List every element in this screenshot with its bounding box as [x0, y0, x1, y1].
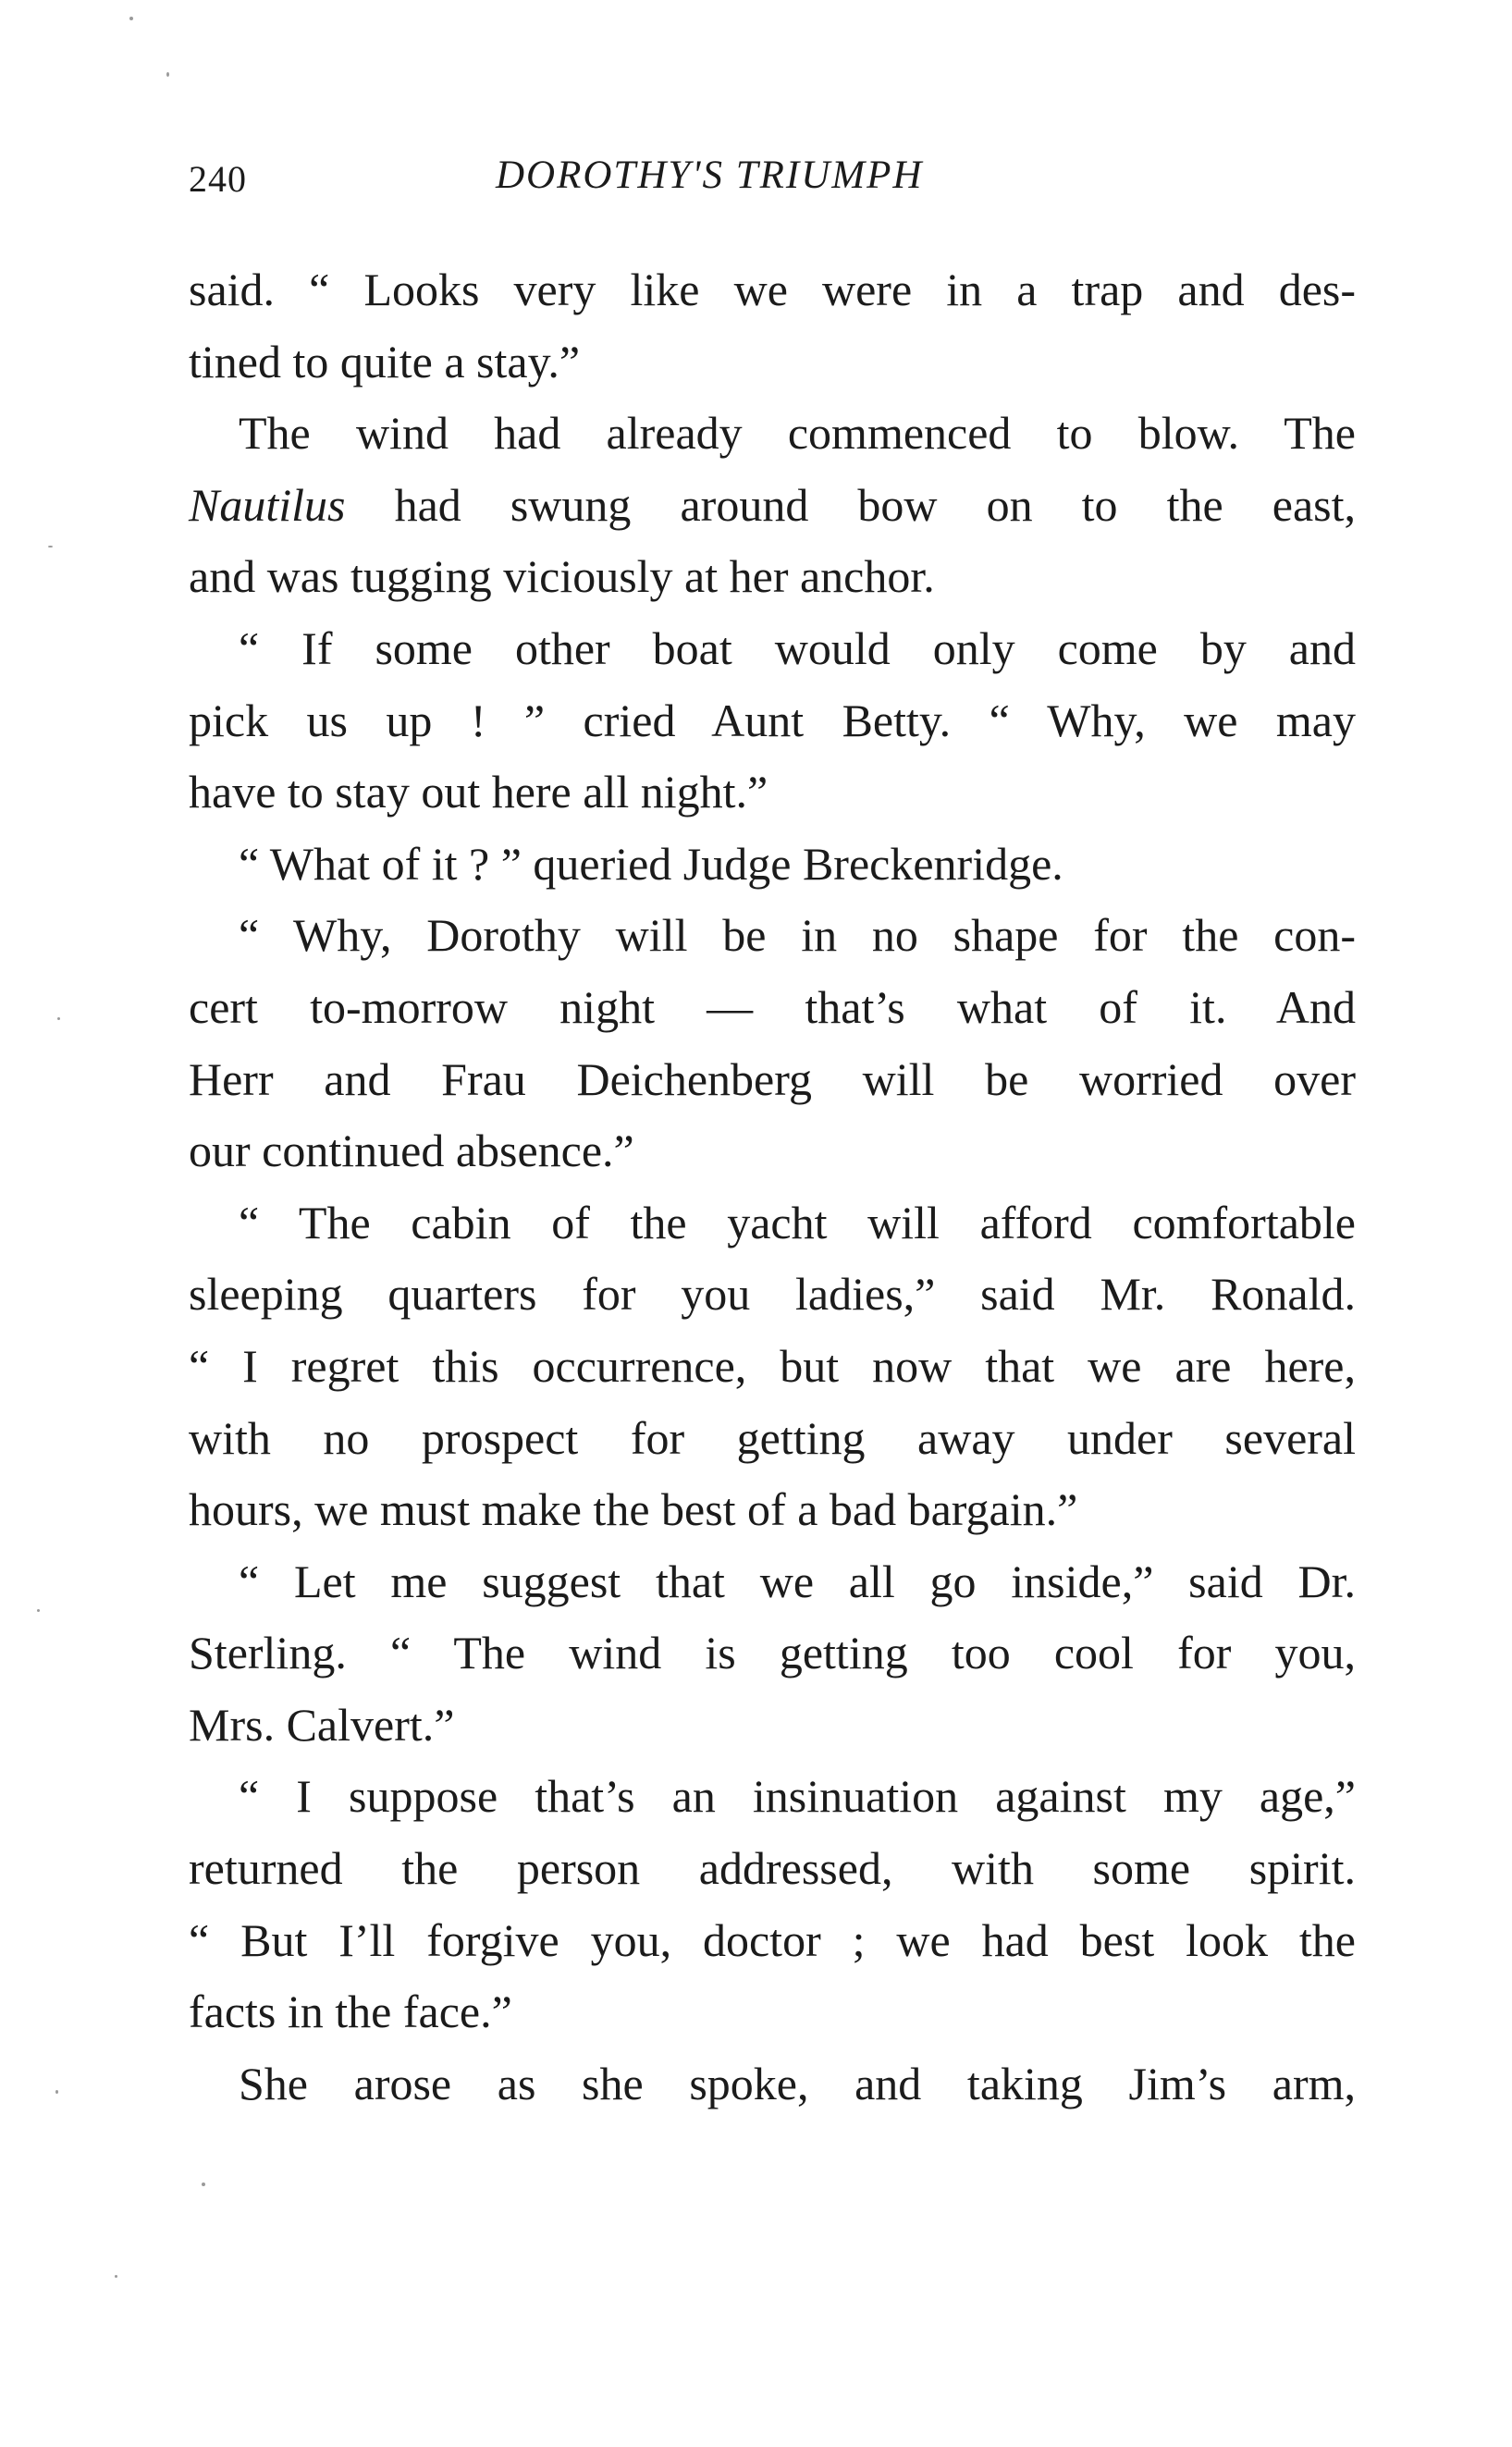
text-line: with no prospect for getting away under several — [189, 1411, 1356, 1464]
scan-speck — [57, 1017, 60, 1020]
text-line-with-ship-name — [189, 470, 1356, 542]
page-number: 240 — [189, 158, 247, 200]
text-line: She arose as she spoke, and taking Jim’s arm, — [239, 2057, 1356, 2109]
scan-speck — [37, 1609, 40, 1612]
running-title: DOROTHY'S TRIUMPH — [496, 154, 924, 197]
text-line: cert to-morrow night — that’s what of it. And — [189, 980, 1356, 1033]
running-head — [189, 148, 1356, 203]
text-line: returned the person addressed, with some spirit. — [189, 1842, 1356, 1895]
scan-speck — [115, 2275, 117, 2278]
scan-speck — [55, 2090, 58, 2094]
text-line: “ But I’ll forgive you, doctor ; we had best look the — [189, 1913, 1356, 1966]
text-line: Herr and Frau Deichenberg will be worried over — [189, 1052, 1356, 1105]
text-line: Sterling. “ The wind is getting too cool for you, — [189, 1627, 1356, 1679]
text-line-continuation: had swung around bow on to the east, — [394, 478, 1357, 531]
text-line: have to stay out here all night.” — [189, 766, 768, 818]
text-line: sleeping quarters for you ladies,” said Mr. Ronald. — [189, 1268, 1356, 1321]
scan-speck — [166, 72, 169, 77]
text-line: “ Let me suggest that we all go inside,” said Dr. — [239, 1555, 1356, 1607]
body-text — [189, 254, 1356, 2120]
text-line: “ Why, Dorothy will be in no shape for the con- — [239, 909, 1356, 962]
text-line: and was tugging viciously at her anchor. — [189, 550, 935, 603]
text-line: facts in the face.” — [189, 1986, 512, 2038]
text-line: pick us up ! ” cried Aunt Betty. “ Why, we may — [189, 694, 1356, 746]
scan-speck — [48, 546, 53, 547]
text-line: hours, we must make the best of a bad bargain.” — [189, 1483, 1078, 1536]
text-line: The wind had already commenced to blow. The — [239, 407, 1356, 460]
text-line: our continued absence.” — [189, 1125, 634, 1177]
text-line: “ I regret this occurrence, but now that we are here, — [189, 1339, 1356, 1392]
text-line: “ What of it ? ” queried Judge Breckenridge. — [239, 837, 1063, 890]
text-line: “ The cabin of the yacht will afford comfortable — [239, 1196, 1356, 1248]
ship-name: Nautilus — [189, 478, 346, 531]
scan-speck — [202, 2183, 205, 2186]
text-line: “ I suppose that’s an insinuation against my age,” — [239, 1770, 1356, 1823]
text-line: “ If some other boat would only come by and — [239, 621, 1356, 674]
text-line: said. “ Looks very like we were in a trap and des- — [189, 264, 1356, 315]
text-line: tined to quite a stay.” — [189, 335, 581, 387]
text-line: Mrs. Calvert.” — [189, 1698, 455, 1751]
scan-speck — [129, 17, 133, 20]
